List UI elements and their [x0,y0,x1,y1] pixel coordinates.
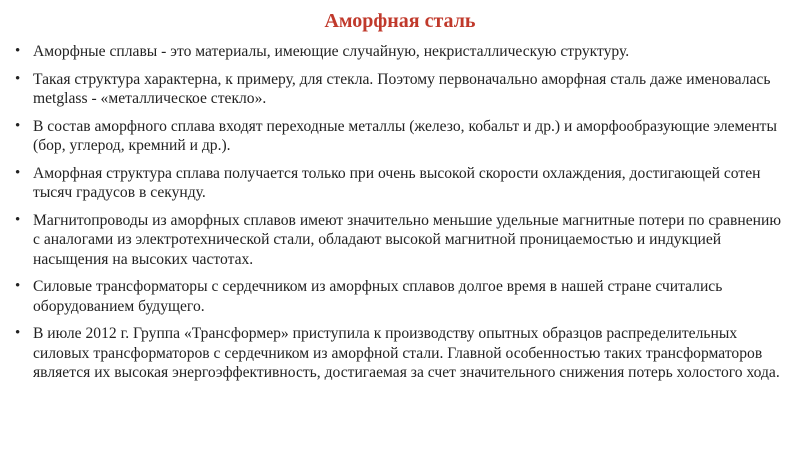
bullet-text: Силовые трансформаторы с сердечником из аморфных сплавов долгое время в нашей стране считались оборудованием будущего. [33,278,723,315]
bullet-item [14,324,786,383]
bullet-item [14,164,786,203]
bullet-text: В июле 2012 г. Группа «Трансформер» приступила к производству опытных образцов распределительных силовых трансформаторов с сердечником из аморфной стали. Главной особенностью таких трансформаторов является их высокая энергоэффективность, достигаемая за счет значительного снижения потерь холостого хода. [33,325,780,381]
bullet-item [14,277,786,316]
bullet-dot-icon: • [15,325,21,341]
bullet-dot-icon: • [15,43,21,59]
bullet-text: Магнитопроводы из аморфных сплавов имеют значительно меньшие удельные магнитные потери по сравнению с аналогами из электротехнической стали, обладают высокой магнитной проницаемостью и индукцией насыщения на высоких частотах. [33,211,781,268]
bullet-item [14,117,786,156]
bullet-item [14,42,786,62]
bullet-text: Аморфные сплавы - это материалы, имеющие случайную, некристаллическую структуру. [33,43,630,60]
bullet-item [14,70,786,109]
bullet-list [14,42,786,391]
slide-title: Аморфная сталь [324,10,476,32]
bullet-item [14,211,786,270]
bullet-dot-icon: • [15,211,21,228]
bullet-dot-icon: • [15,117,21,134]
bullet-text: В состав аморфного сплава входят переходные металлы (железо, кобальт и др.) и аморфообразующие элементы (бор, углерод, кремний и др.). [33,117,777,154]
bullet-dot-icon: • [15,70,21,87]
bullet-text: Такая структура характерна, к примеру, для стекла. Поэтому первоначально аморфная сталь даже именовалась metglass - «металлическое стекло». [33,70,771,107]
bullet-dot-icon: • [15,164,21,181]
bullet-dot-icon: • [15,278,21,294]
bullet-text: Аморфная структура сплава получается только при очень высокой скорости охлаждения, достигающей сотен тысяч градусов в секунду. [33,164,761,201]
